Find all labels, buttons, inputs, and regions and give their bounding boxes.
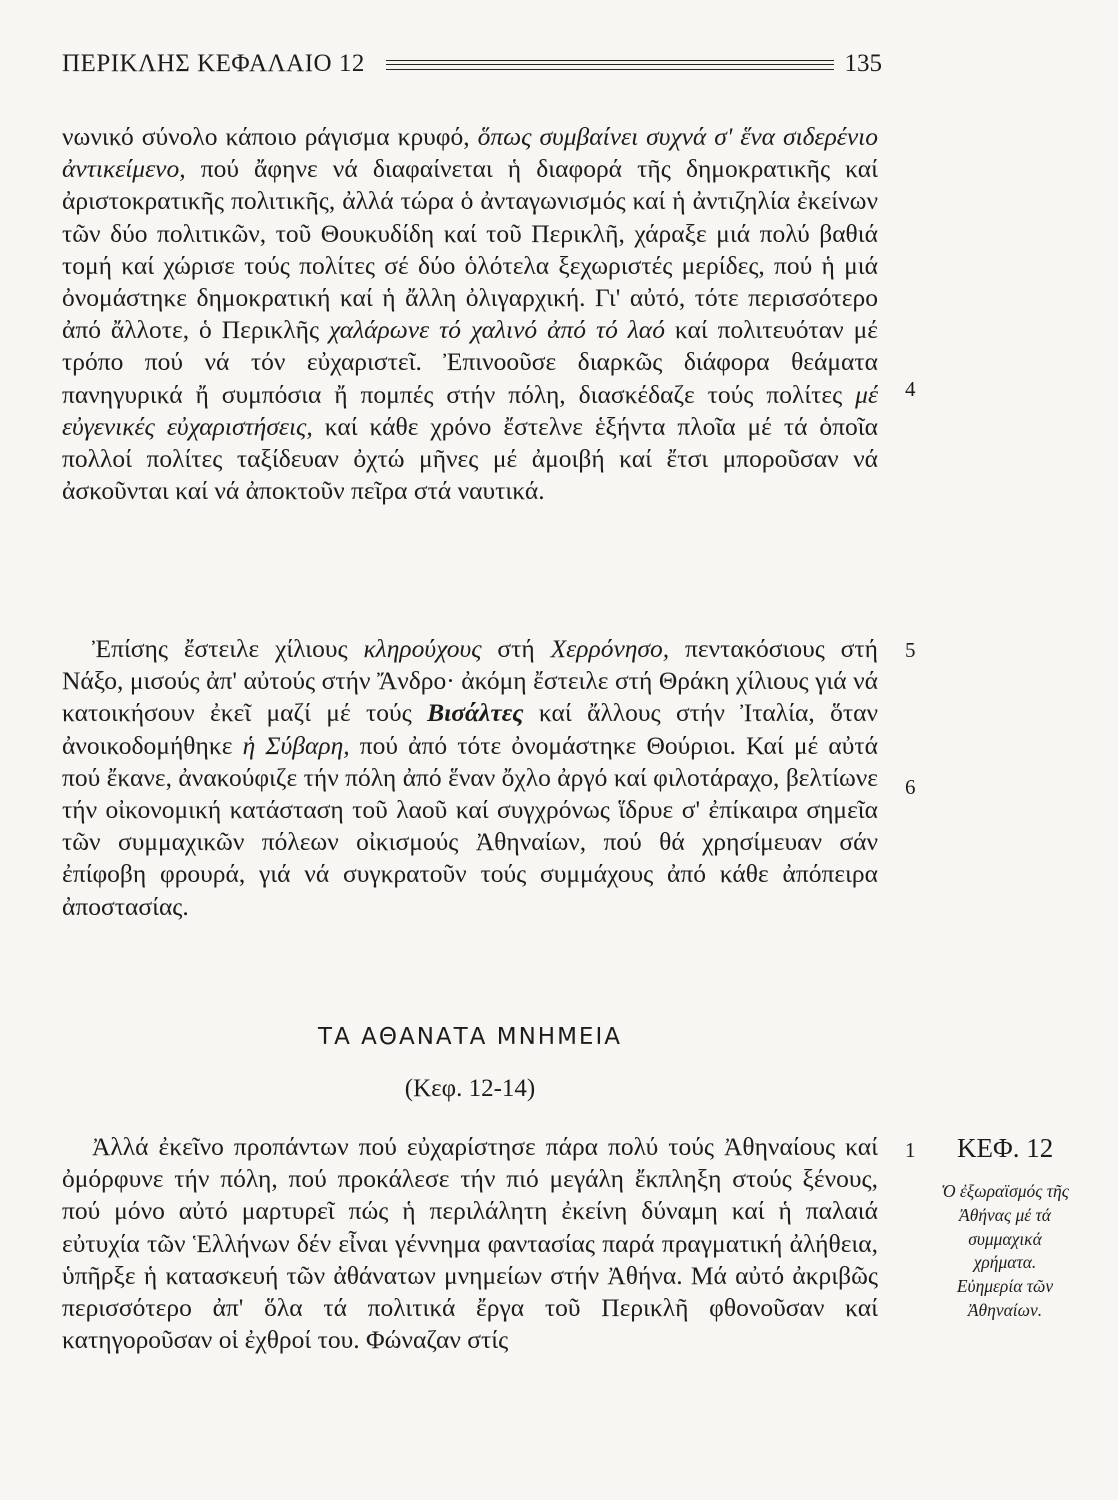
header-rule <box>386 60 834 70</box>
italic-run: Χερρόνησο, <box>550 634 670 663</box>
header-title: ΠΕΡΙΚΛΗΣ ΚΕΦΑΛΑΙΟ 12 <box>62 50 365 77</box>
page-number: 135 <box>844 50 882 77</box>
margin-number: 5 <box>905 638 916 662</box>
italic-run: χαλάρωνε τό χαλινό ἀπό τό λαό <box>329 315 665 345</box>
paragraph-colonies <box>62 633 878 923</box>
section-title: ΤΑ ΑΘΑΝΑΤΑ ΜΝΗΜΕΙΑ <box>318 1024 622 1050</box>
text-run: καί ἄλλους στήν Ἰταλία, ὅταν ἀνοικοδομήθηκε <box>62 698 878 760</box>
italic-run: ἡ Σύβαρη, <box>242 730 350 760</box>
italic-run: μέ εὐγενικές εὐχαριστήσεις, <box>62 379 878 441</box>
text-run: πεντακόσιους στή Νάξο, μισούς ἀπ' αὐτούς στήν Ἄνδρο· ἀκόμη ἔστειλε στή Θράκη χίλιους γιά νά κατοικήσουν ἐκεῖ μαζί μέ τούς <box>62 634 878 728</box>
margin-number: 4 <box>905 377 916 401</box>
italic-run: κληρούχους <box>363 634 482 663</box>
text-run: καί κάθε χρόνο ἔστελνε ἑξήντα πλοῖα μέ τά ὁποῖα πολλοί πολίτες ταξίδευαν ὀχτώ μῆνες μέ ἀμοιβή καί ἔτσι μποροῦσαν νά ἀσκοῦνται καί νά ἀποκτοῦν πεῖρα στά ναυτικά. <box>62 411 878 506</box>
italic-run: ὅπως συμβαίνει συχνά σ' ἕνα σιδερένιο ἀντικείμενο, <box>62 122 879 184</box>
text-run: Ἐπίσης ἔστειλε χίλιους <box>92 634 364 663</box>
margin-number: 6 <box>905 775 916 799</box>
paragraph-intro <box>62 121 878 507</box>
margin-number: 1 <box>905 1138 916 1162</box>
sidebar-note: Ὁ ἐξωραϊσμός τῆς Ἀθήνας μέ τά συμμαχικά χρήματα. Εὐημερία τῶν Ἀθηναίων. <box>941 1181 1069 1320</box>
text-run: νωνικό σύνολο κάποιο ράγισμα κρυφό, <box>62 122 478 151</box>
text-run: πού ἄφηνε νά διαφαίνεται ἡ διαφορά τῆς δημοκρατικῆς καί ἀριστοκρατικῆς πολιτικῆς, ἀλλά τώρα ὁ ἀνταγωνισμός καί ἡ ἀντιζηλία ἐκείνων τῶν δύο πολιτικῶν, τοῦ Θουκυδίδη καί τοῦ Περικλῆ, χάραξε μιά πολύ βαθιά τομή καί χώρισε τούς πολίτες σέ δύο ὁλότελα ξεχωριστές μερίδες, πού ἡ μιά ὀνομάστηκε δημοκρατική καί ἡ ἄλλη ὀλιγαρχική. Γι' αὐτό, τότε περισσότερο ἀπό ἄλλοτε, ὁ Περικλῆς <box>62 154 878 345</box>
sidebar-heading: ΚΕΦ. 12 <box>957 1133 1054 1163</box>
text-run: πού ἀπό τότε ὀνομάστηκε Θούριοι. Καί μέ αὐτά πού ἔκανε, ἀνακούφιζε τήν πόλη ἀπό ἕναν ὄχλο ἀργό καί φιλοτάραχο, βελτίωνε τήν οἰκονομική κατάσταση τοῦ λαοῦ καί συγχρόνως ἵδρυε σ' ἐπίκαιρα σημεῖα τῶν συμμαχικῶν πόλεων οἰκισμούς Ἀθηναίων, πού θά χρησίμευαν σάν ἐπίφοβη φρουρά, γιά νά συγκρατοῦν τούς συμμάχους ἀπό κάθε ἀπόπειρα ἀποστασίας. <box>62 730 878 921</box>
section-subtitle: (Κεφ. 12-14) <box>404 1075 536 1102</box>
paragraph-monuments: Ἀλλά ἐκεῖνο προπάντων πού εὐχαρίστησε πάρα πολύ τούς Ἀθηναίους καί ὀμόρφυνε τήν πόλη, πού προκάλεσε τήν πιό μεγάλη ἔκπληξη στούς ξένους, πού μόνο αὐτό μαρτυρεῖ πώς ἡ περιλάλητη ἐκείνη δύναμη καί ἡ παλαιά εὐτυχία τῶν Ἑλλήνων δέν εἶναι γέννημα φαντασίας παρά πραγματική ἀλήθεια, ὑπῆρξε ἡ κατασκευή τῶν ἀθάνατων μνημείων στήν Ἀθήνα. Μά αὐτό ἀκριβῶς περισσότερο ἀπ' ὅλα τά πολιτικά ἔργα τοῦ Περικλῆ φθονοῦσαν καί κατηγοροῦσαν οἱ ἐχθροί του. Φώναζαν στίς <box>62 1132 878 1355</box>
text-run: στή <box>481 634 551 663</box>
running-header <box>62 46 882 82</box>
text-run: καί πολιτευόταν μέ τρόπο πού νά τόν εὐχαριστεῖ. Ἐπινοοῦσε διαρκῶς διάφορα θεάματα πανηγυρικά ἤ συμπόσια ἤ πομπές στήν πόλη, διασκέδαζε τούς πολίτες <box>62 315 879 409</box>
italic-run: Βισάλτες <box>427 698 524 728</box>
